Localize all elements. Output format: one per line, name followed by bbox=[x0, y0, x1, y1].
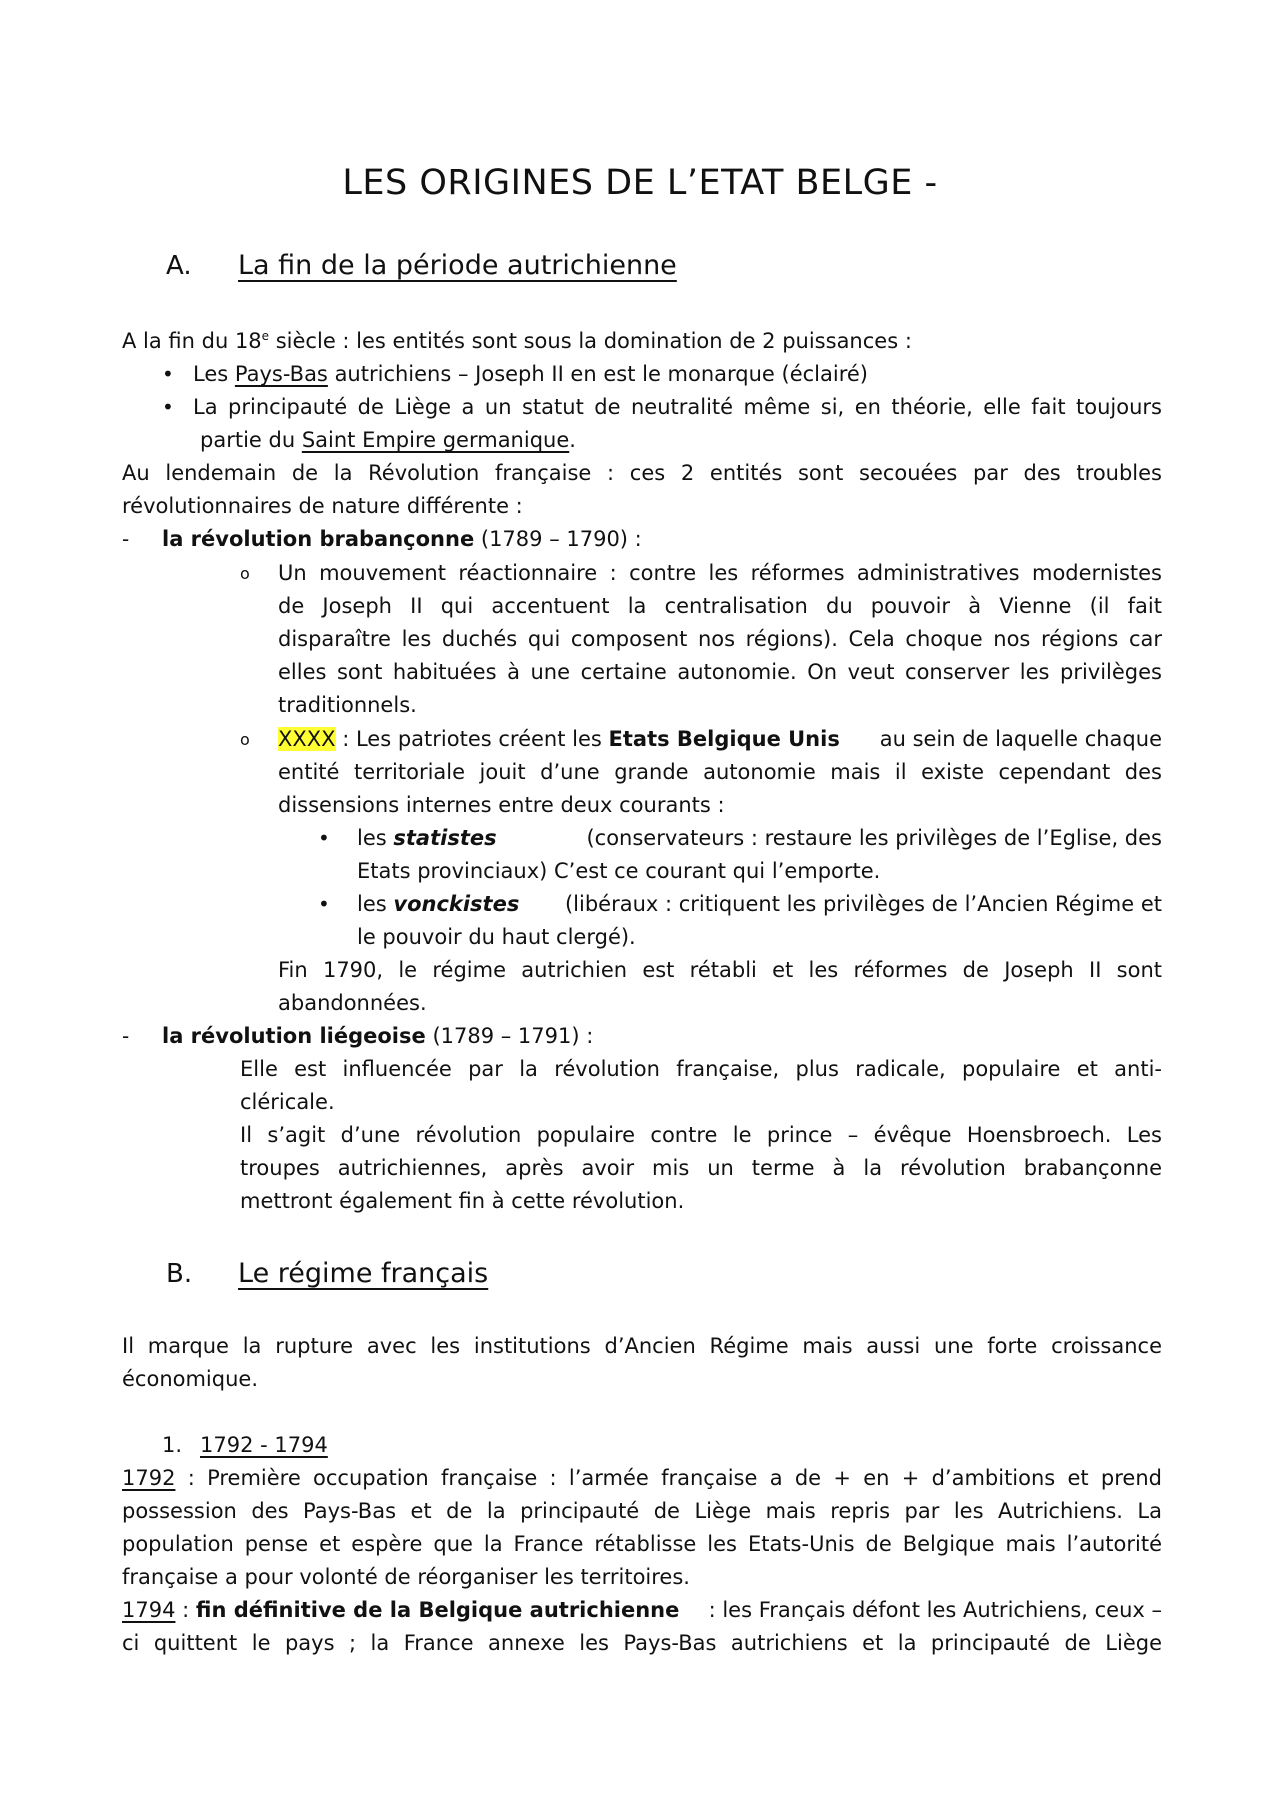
paragraph-line: traditionnels. bbox=[278, 693, 417, 717]
paragraph-line: française a pour volonté de réorganiser les territoires. bbox=[122, 1565, 690, 1589]
bullet-dot-icon: • bbox=[318, 892, 330, 916]
section-a-intro: A la fin du 18e siècle : les entités sont sous la domination de 2 puissances : bbox=[122, 329, 912, 353]
paragraph-line: troupes autrichiennes, après avoir mis un terme à la révolution brabançonne bbox=[240, 1156, 1162, 1180]
circle-bullet-icon: o bbox=[240, 730, 250, 749]
brabanconne-heading: la révolution brabançonne (1789 – 1790) : bbox=[162, 527, 642, 551]
paragraph-line: cléricale. bbox=[240, 1090, 335, 1114]
paragraph-line: population pense et espère que la France rétablisse les Etats-Unis de Belgique mais l’autorité bbox=[122, 1532, 1162, 1556]
paragraph-line: Il s’agit d’une révolution populaire contre le prince – évêque Hoensbroech. Les bbox=[240, 1123, 1162, 1147]
dash-marker-icon: - bbox=[122, 527, 130, 551]
paragraph-line: 1794 : fin définitive de la Belgique autrichienne : les Français défont les Autrichiens, ceux – bbox=[122, 1598, 1162, 1622]
bullet-dot-icon: • bbox=[318, 826, 330, 850]
year-1792: 1792 bbox=[122, 1466, 176, 1490]
paragraph-line: XXXX : Les patriotes créent les Etats Belgique Unis au sein de laquelle chaque bbox=[278, 727, 1162, 751]
list-item-continuation: partie du Saint Empire germanique. bbox=[200, 428, 576, 452]
paragraph-line: les vonckistes (libéraux : critiquent les privilèges de l’Ancien Régime et bbox=[357, 892, 1162, 916]
paragraph-line: Un mouvement réactionnaire : contre les réformes administratives modernistes bbox=[278, 561, 1162, 585]
paragraph-line: 1792 : Première occupation française : l’armée française a de + en + d’ambitions et prend bbox=[122, 1462, 1162, 1495]
section-b-heading: Le régime français bbox=[238, 1258, 489, 1289]
paragraph-line: économique. bbox=[122, 1367, 258, 1391]
paragraph-line: Etats provinciaux) C’est ce courant qui l’emporte. bbox=[357, 859, 881, 883]
paragraph-line: Fin 1790, le régime autrichien est rétabli et les réformes de Joseph II sont bbox=[278, 958, 1162, 982]
year-1794: 1794 bbox=[122, 1598, 176, 1622]
circle-bullet-icon: o bbox=[240, 564, 250, 583]
page-title: LES ORIGINES DE L’ETAT BELGE - bbox=[342, 163, 938, 203]
section-a-heading: La fin de la période autrichienne bbox=[238, 250, 677, 281]
liegeoise-heading: la révolution liégeoise (1789 – 1791) : bbox=[162, 1024, 594, 1048]
paragraph-line: mettront également fin à cette révolution. bbox=[240, 1189, 685, 1213]
paragraph-line: le pouvoir du haut clergé). bbox=[357, 925, 636, 949]
list-item: La principauté de Liège a un statut de neutralité même si, en théorie, elle fait toujours bbox=[193, 395, 1162, 419]
paragraph-line: Elle est influencée par la révolution française, plus radicale, populaire et anti- bbox=[240, 1057, 1162, 1081]
paragraph-line: Il marque la rupture avec les institutions d’Ancien Régime mais aussi une forte croissance bbox=[122, 1334, 1162, 1358]
paragraph-line: ci quittent le pays ; la France annexe les Pays-Bas autrichiens et la principauté de Liège bbox=[122, 1631, 1162, 1655]
list-item: Les Pays-Bas autrichiens – Joseph II en est le monarque (éclairé) bbox=[193, 362, 869, 386]
paragraph-line: possession des Pays-Bas et de la principauté de Liège mais repris par les Autrichiens. La bbox=[122, 1499, 1162, 1523]
paragraph-line: dissensions internes entre deux courants : bbox=[278, 793, 725, 817]
paragraph-line: elles sont habituées à une certaine autonomie. On veut conserver les privilèges bbox=[278, 660, 1162, 684]
paragraph-line: révolutionnaires de nature différente : bbox=[122, 494, 523, 518]
paragraph-line: de Joseph II qui accentuent la centralisation du pouvoir à Vienne (il fait bbox=[278, 594, 1162, 618]
paragraph-line: disparaître les duchés qui composent nos régions). Cela choque nos régions car bbox=[278, 627, 1162, 651]
subsection-heading: 1792 - 1794 bbox=[200, 1433, 328, 1457]
bullet-dot-icon: • bbox=[162, 395, 174, 419]
bullet-dot-icon: • bbox=[162, 362, 174, 386]
paragraph-line: abandonnées. bbox=[278, 991, 427, 1015]
section-b-letter: B. bbox=[166, 1259, 193, 1289]
paragraph-line: les statistes (conservateurs : restaure les privilèges de l’Eglise, des bbox=[357, 826, 1162, 850]
subsection-number: 1. bbox=[162, 1433, 183, 1457]
dash-marker-icon: - bbox=[122, 1024, 130, 1048]
paragraph-line: entité territoriale jouit d’une grande autonomie mais il existe cependant des bbox=[278, 760, 1162, 784]
highlighted-text: XXXX bbox=[278, 727, 336, 751]
section-a-letter: A. bbox=[166, 251, 192, 281]
paragraph-line: Au lendemain de la Révolution française : ces 2 entités sont secouées par des troubles bbox=[122, 461, 1162, 485]
